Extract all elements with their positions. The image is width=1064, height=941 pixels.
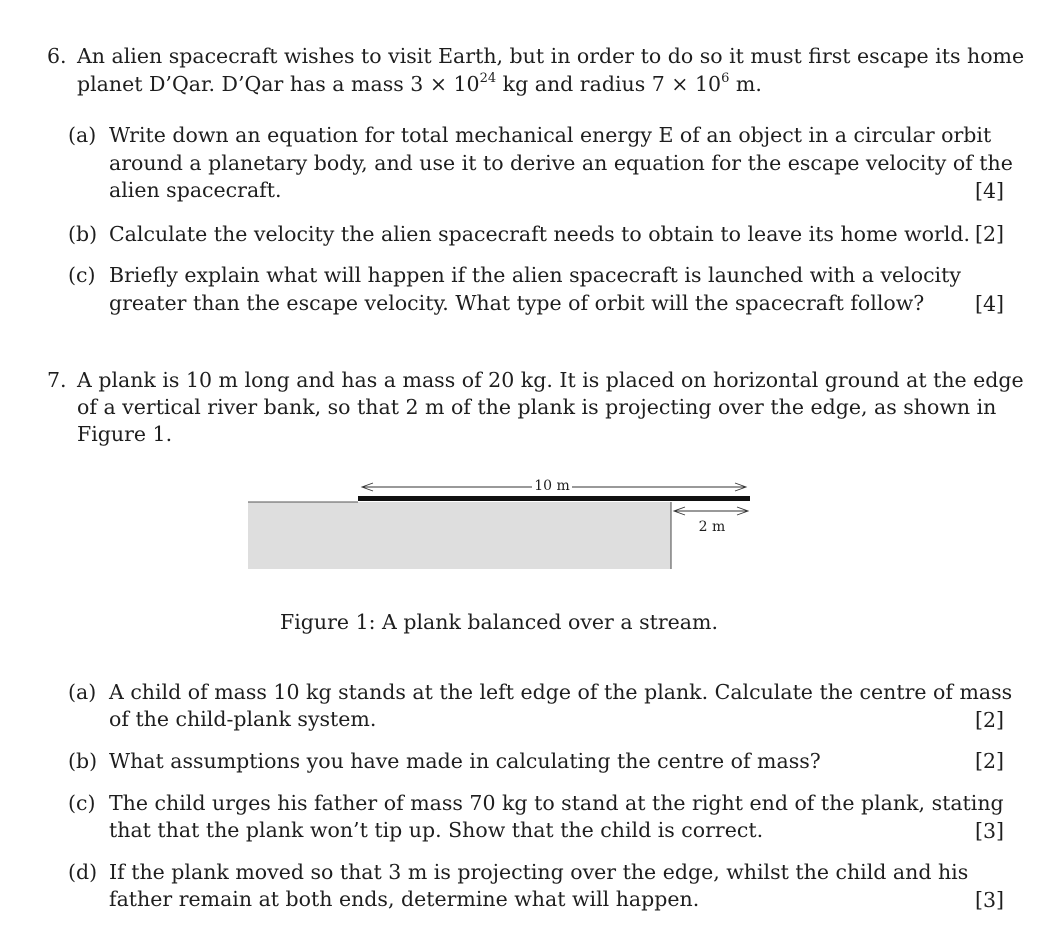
- q6-part-c-line-1: Briefly explain what will happen if the alien spacecraft is launched with a velocity: [109, 263, 961, 287]
- q6-part-c-marks: [4]: [974, 292, 1004, 316]
- question-6-stem-line-2: [77, 71, 762, 97]
- q7-part-c-marks: [3]: [974, 819, 1004, 843]
- q7-part-d-line-2: father remain at both ends, determine what will happen.: [109, 887, 700, 911]
- q6-part-b-marks: [2]: [974, 222, 1004, 246]
- q7-part-a-label: (a): [68, 680, 97, 704]
- q7-part-d-line-1: If the plank moved so that 3 m is projecting over the edge, whilst the child and his: [109, 860, 969, 884]
- q6-part-a-line-2: around a planetary body, and use it to derive an equation for the escape velocity of the: [109, 151, 1013, 175]
- q6-part-a-marks: [4]: [974, 179, 1004, 203]
- q7-part-b-marks: [2]: [974, 749, 1004, 773]
- q7-part-c-line-1: The child urges his father of mass 70 kg to stand at the right end of the plank, stating: [109, 791, 1004, 815]
- q6-exponent-radius: 6: [721, 71, 730, 87]
- q7-part-b-label: (b): [68, 749, 98, 773]
- river-bank-ground: [248, 502, 671, 569]
- q6-exponent-mass: 24: [479, 71, 497, 87]
- q6-part-c-label: (c): [68, 263, 96, 287]
- q7-part-b-line-1: What assumptions you have made in calculating the centre of mass?: [109, 749, 821, 773]
- q6-part-b-label: (b): [68, 222, 98, 246]
- figure-1-caption: Figure 1: A plank balanced over a stream.: [280, 610, 718, 634]
- question-7-stem-line-2: of a vertical river bank, so that 2 m of the plank is projecting over the edge, as shown in: [77, 395, 997, 419]
- question-7-stem-line-1: A plank is 10 m long and has a mass of 20 kg. It is placed on horizontal ground at the edge: [77, 368, 1024, 392]
- question-7-number: 7.: [47, 368, 67, 392]
- plank: [358, 496, 750, 501]
- overhang-label: 2 m: [698, 519, 726, 535]
- q6-part-a-line-1: Write down an equation for total mechanical energy E of an object in a circular orbit: [109, 123, 992, 147]
- question-7-stem-line-3: Figure 1.: [77, 422, 173, 446]
- q7-part-d-label: (d): [68, 860, 98, 884]
- q7-part-c-label: (c): [68, 791, 96, 815]
- q7-part-a-marks: [2]: [974, 708, 1004, 732]
- q6-part-b-line-1: Calculate the velocity the alien spacecraft needs to obtain to leave its home world.: [109, 222, 970, 246]
- q7-part-c-line-2: that that the plank won’t tip up. Show that the child is correct.: [109, 818, 764, 842]
- q6-stem-text-1: planet D’Qar. D’Qar has a mass 3 × 10: [77, 72, 480, 96]
- q6-part-a-line-3: alien spacecraft.: [109, 178, 282, 202]
- q6-stem-text-2: kg and radius 7 × 10: [496, 72, 722, 96]
- q7-part-d-marks: [3]: [974, 888, 1004, 912]
- question-6-stem-line-1: An alien spacecraft wishes to visit Earth, but in order to do so it must first escape its home: [77, 44, 1025, 68]
- q6-part-c-line-2: greater than the escape velocity. What type of orbit will the spacecraft follow?: [109, 291, 925, 315]
- length-label: 10 m: [534, 478, 570, 494]
- q6-part-a-label: (a): [68, 123, 97, 147]
- q7-part-a-line-1: A child of mass 10 kg stands at the left edge of the plank. Calculate the centre of mass: [109, 680, 1013, 704]
- overhang-dimension-arrow: [674, 507, 748, 515]
- q6-stem-text-3: m.: [729, 72, 762, 96]
- question-6-number: 6.: [47, 44, 67, 68]
- figure-1-plank-diagram: [240, 470, 760, 580]
- q7-part-a-line-2: of the child-plank system.: [109, 707, 377, 731]
